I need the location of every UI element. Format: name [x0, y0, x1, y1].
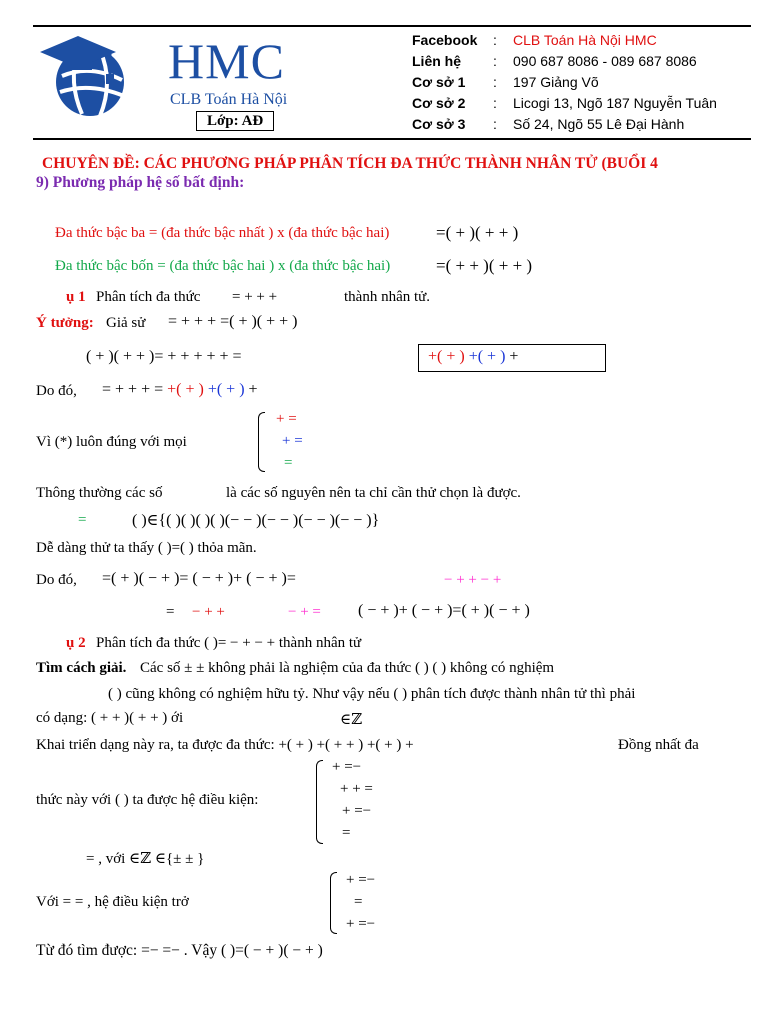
box-term-2: +( + ) [468, 348, 506, 365]
contact-branch-3 [412, 116, 465, 132]
therefore-1-lhs: = + + + = [102, 381, 168, 398]
system-2-eq-3: + =− [342, 803, 372, 819]
contact-label: Cơ sở 3 [412, 116, 466, 132]
contact-branch-2 [412, 95, 465, 111]
therefore-1-red: +( + ) [167, 381, 204, 398]
topic-title: CHUYÊN ĐỀ: CÁC PHƯƠNG PHÁP PHÂN TÍCH ĐA THỨC THÀNH NHÂN TỬ (BUỔI 4 [42, 155, 658, 172]
therefore-1-label: Do đó, [36, 383, 77, 399]
with-2-text: Với = = , hệ điều kiện trở [36, 894, 189, 910]
deg3-equation: =( + )( + + ) [436, 223, 519, 242]
example-1-text: Phân tích đa thức [96, 289, 201, 305]
for-all-text: Vì (*) luôn đúng với mọi [36, 434, 187, 450]
example-1-label: ụ 1 [66, 289, 86, 305]
therefore-2-expression: =( + )( − + )= ( − + )+ ( − + )= [102, 570, 296, 587]
therefore-2-label: Do đó, [36, 572, 77, 588]
system-2-eq-1: + =− [332, 759, 362, 775]
contact-value: 197 Giảng Võ [513, 74, 599, 90]
contact-value: Licogi 13, Ngõ 187 Nguyễn Tuân [513, 95, 717, 111]
usually-text: Thông thường các số [36, 485, 163, 501]
system-2-eq-2: + + = [340, 781, 373, 797]
idea-label: Ý tưởng: [36, 315, 94, 331]
system-3-eq-2: = [354, 894, 363, 910]
contact-branch-1 [412, 74, 465, 90]
solution-line-2: ( ) cũng không có nghiệm hữu tỷ. Như vậy nếu ( ) phân tích được thành nhân tử thì phải [108, 686, 636, 702]
system-2-brace [316, 760, 323, 844]
contact-sep: : [493, 74, 497, 90]
condition-text: thức này với ( ) ta được hệ điều kiện: [36, 792, 259, 808]
identify-text: Đồng nhất đa [618, 737, 699, 753]
system-1-eq-3: = [284, 455, 293, 471]
solution-line-3: có dạng: ( + + )( + + ) ới [36, 710, 184, 726]
with-line: = , với ∈ℤ ∈{± ± } [86, 851, 205, 867]
contact-phone [412, 53, 461, 69]
system-1-eq-1: + = [276, 411, 297, 427]
header-top-rule [33, 25, 751, 27]
integer-set: ∈ℤ [340, 712, 363, 728]
contact-label: Cơ sở 1 [412, 74, 466, 90]
example-1-tail: thành nhân tử. [344, 289, 431, 305]
contact-value[interactable]: CLB Toán Hà Nội HMC [513, 32, 657, 48]
candidate-eq: = [78, 512, 87, 528]
system-3-brace [330, 872, 337, 934]
therefore-1-blue: +( + ) [207, 381, 245, 398]
section-title: 9) Phương pháp hệ số bất định: [36, 174, 245, 191]
contact-sep: : [493, 116, 497, 132]
contact-sep: : [493, 95, 497, 111]
line-2-pre: = [166, 604, 175, 620]
line-2-post: ( − + )+ ( − + )=( + )( − + ) [358, 602, 530, 619]
example-1-expression: = + + + [232, 289, 278, 305]
deg4-statement: Đa thức bậc bốn = (đa thức bậc hai ) x (đa thức bậc hai) [55, 258, 391, 274]
usually-tail: là các số nguyên nên ta chỉ cần thử chọn là được. [226, 485, 521, 501]
hmc-logo-icon [38, 30, 130, 122]
expansion-result [428, 348, 518, 366]
system-3-eq-1: + =− [346, 872, 376, 888]
candidate-list: ( )∈{( )( )( )( )(− − )(− − )(− − )(− − )} [132, 512, 380, 529]
contact-value: Số 24, Ngõ 55 Lê Đại Hành [513, 116, 685, 132]
result-line: Từ đó tìm được: =− =− . Vậy ( )=( − + )( − + ) [36, 942, 323, 959]
deg4-equation: =( + + )( + + ) [436, 256, 533, 275]
contact-facebook [412, 32, 477, 48]
system-1-brace [258, 412, 265, 472]
line-2-red: − + + [192, 604, 225, 620]
easy-check-text: Dễ dàng thử ta thấy ( )=( ) thỏa mãn. [36, 540, 257, 556]
therefore-1-expression: = + + + = +( + ) +( + ) + [102, 381, 258, 398]
logo-subtitle: CLB Toán Hà Nội [170, 91, 288, 108]
example-2-label: ụ 2 [66, 635, 86, 651]
system-1-eq-2: + = [282, 433, 303, 449]
idea-text: Giả sử [106, 315, 146, 331]
line-2-pink: − + = [288, 604, 321, 620]
deg3-statement: Đa thức bậc ba = (đa thức bậc nhất ) x (đa thức bậc hai) [55, 225, 390, 241]
expansion-left: ( + )( + + )= + + + + + = [86, 348, 242, 365]
box-term-1: +( + ) [428, 348, 465, 365]
contact-value: 090 687 8086 - 089 687 8086 [513, 53, 697, 69]
box-term-3: + [509, 348, 519, 365]
class-label: Lớp: AĐ [196, 111, 274, 131]
contact-sep: : [493, 32, 497, 48]
expansion-text: Khai triển dạng này ra, ta được đa thức: +( + ) +( + + ) +( + ) + [36, 737, 414, 753]
contact-label: Facebook [412, 32, 478, 48]
example-2-text: Phân tích đa thức ( )= − + − + thành nhân tử [96, 635, 362, 651]
system-3-eq-3: + =− [346, 916, 376, 932]
contact-label: Liên hệ [412, 53, 462, 69]
therefore-2-pink: − + + − + [444, 572, 502, 588]
header-bottom-rule [33, 138, 751, 140]
contact-label: Cơ sở 2 [412, 95, 466, 111]
solution-label: Tìm cách giải. [36, 660, 127, 676]
idea-expression: = + + + =( + )( + + ) [168, 313, 298, 330]
logo-title: HMC [168, 33, 285, 89]
system-2-eq-4: = [342, 825, 351, 841]
contact-sep: : [493, 53, 497, 69]
solution-text: Các số ± ± không phải là nghiệm của đa thức ( ) ( ) không có nghiệm [140, 660, 555, 676]
